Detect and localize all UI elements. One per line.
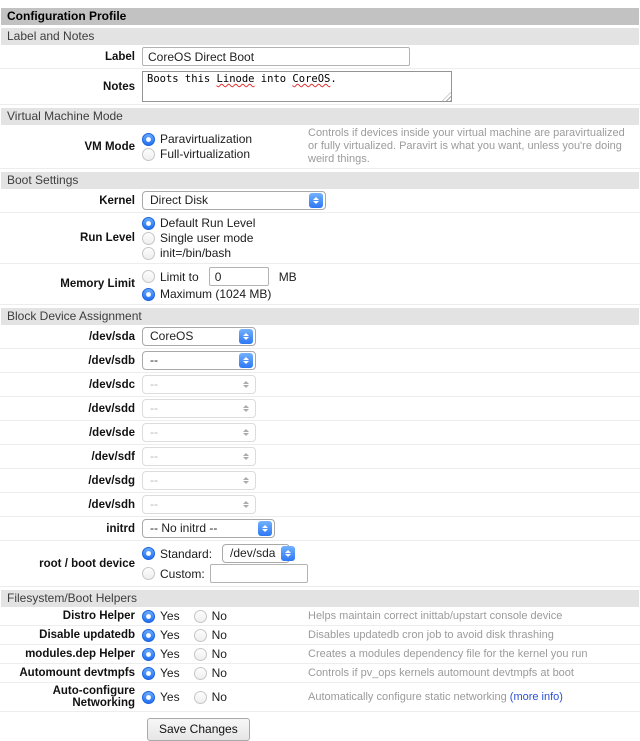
standard-root-radio-option[interactable] (142, 544, 308, 563)
select-value: -- (150, 497, 158, 511)
select-value: -- No initrd -- (150, 521, 218, 535)
helper-help-text: Disables updatedb cron job to avoid disk thrashing (308, 628, 554, 641)
select-stepper-icon (258, 521, 272, 536)
yes-label: Yes (160, 647, 180, 661)
radio-off-icon (194, 610, 207, 623)
section-header-label-and-notes: Label and Notes (1, 28, 639, 45)
vm-mode-help-text: Controls if devices inside your virtual machine are paravirtualized or fully virtualized. Paravirt is what you want, unless you're doing weird things. (308, 127, 625, 165)
no-label: No (211, 647, 227, 661)
root-boot-device-row (0, 541, 640, 587)
radio-on-icon (142, 610, 155, 623)
automount-devtmpfs-row (0, 664, 640, 683)
radio-off-icon (194, 691, 207, 704)
section-header-block-devices: Block Device Assignment (1, 308, 639, 325)
option-label: Default Run Level (160, 216, 256, 230)
option-label: Full-virtualization (160, 147, 251, 161)
full-virtualization-radio-option[interactable] (142, 147, 308, 161)
yes-label: Yes (160, 666, 180, 680)
kernel-label: Kernel (99, 194, 135, 207)
select-stepper-icon (239, 425, 253, 440)
helper-label: Automount devtmpfs (19, 667, 135, 679)
notes-field-label: Notes (103, 80, 135, 93)
radio-off-icon (194, 648, 207, 661)
device-label: /dev/sdb (88, 354, 135, 367)
radio-off-icon (142, 148, 155, 161)
select-stepper-icon (239, 353, 253, 368)
memory-limit-unit: MB (278, 269, 297, 284)
root-boot-device-label: root / boot device (39, 557, 135, 570)
radio-on-icon (142, 288, 155, 301)
disable-updatedb-no-radio[interactable] (194, 628, 227, 642)
modules-dep-helper-row (0, 645, 640, 664)
dev-sdb-row (0, 349, 640, 373)
notes-text: into (254, 73, 293, 85)
kernel-row (0, 189, 640, 213)
dev-sdd-select-disabled (142, 399, 256, 418)
select-stepper-icon (309, 193, 323, 208)
device-label: /dev/sde (88, 426, 135, 439)
no-label: No (211, 666, 227, 680)
limit-to-radio-option[interactable] (142, 267, 297, 286)
helper-help-text: Helps maintain correct inittab/upstart console device (308, 609, 563, 622)
device-label: /dev/sdf (91, 450, 135, 463)
memory-limit-label: Memory Limit (60, 278, 135, 290)
automount-devtmpfs-no-radio[interactable] (194, 666, 227, 680)
radio-on-icon (142, 667, 155, 680)
modules-dep-no-radio[interactable] (194, 647, 227, 661)
custom-root-device-input[interactable] (210, 564, 308, 583)
device-label: /dev/sdg (88, 474, 135, 487)
radio-off-icon (142, 270, 155, 283)
dev-sdb-select[interactable] (142, 351, 256, 370)
dev-sdd-row (0, 397, 640, 421)
option-label: Limit to (160, 269, 199, 284)
select-value: -- (150, 473, 158, 487)
dev-sdc-row (0, 373, 640, 397)
single-user-mode-radio-option[interactable] (142, 231, 255, 245)
dev-sdh-select-disabled (142, 495, 256, 514)
disable-updatedb-yes-radio[interactable] (142, 628, 180, 642)
yes-label: Yes (160, 609, 180, 623)
option-label: Standard: (160, 546, 213, 561)
select-stepper-icon (239, 497, 253, 512)
save-changes-button[interactable]: Save Changes (147, 718, 250, 741)
dev-sdg-select-disabled (142, 471, 256, 490)
radio-on-icon (142, 691, 155, 704)
standard-root-device-select[interactable] (222, 544, 290, 563)
helper-help-text: Creates a modules dependency file for the kernel you run (308, 647, 588, 660)
option-label: init=/bin/bash (160, 246, 232, 260)
section-header-boot-settings: Boot Settings (1, 172, 639, 189)
select-value: Direct Disk (150, 193, 209, 207)
option-label: Paravirtualization (160, 132, 253, 146)
option-label: Custom: (160, 566, 205, 581)
auto-configure-networking-no-radio[interactable] (194, 690, 227, 704)
select-stepper-icon (239, 449, 253, 464)
dev-sda-select[interactable] (142, 327, 256, 346)
vm-mode-row (0, 125, 640, 169)
custom-root-radio-option[interactable] (142, 564, 308, 583)
device-label: /dev/sdh (88, 498, 135, 511)
memory-limit-row (0, 264, 640, 305)
device-label: /dev/sdc (88, 378, 135, 391)
select-value: -- (150, 401, 158, 415)
dev-sdg-row (0, 469, 640, 493)
more-info-link[interactable]: (more info) (509, 690, 563, 703)
dev-sda-row (0, 325, 640, 349)
vm-mode-label: VM Mode (84, 140, 135, 153)
helper-label: modules.dep Helper (25, 648, 135, 660)
helper-label: Distro Helper (62, 610, 135, 622)
run-level-label: Run Level (80, 232, 135, 244)
helper-label: Disable updatedb (39, 629, 135, 641)
select-value: -- (150, 425, 158, 439)
select-value: /dev/sda (230, 546, 276, 560)
dev-sde-row (0, 421, 640, 445)
select-value: -- (150, 377, 158, 391)
notes-textarea[interactable] (142, 71, 452, 102)
page-title: Configuration Profile (1, 8, 639, 25)
no-label: No (211, 609, 227, 623)
radio-off-icon (142, 232, 155, 245)
label-field-label: Label (104, 50, 135, 63)
notes-row (0, 69, 640, 105)
select-stepper-icon (239, 401, 253, 416)
radio-on-icon (142, 648, 155, 661)
label-input[interactable] (142, 47, 410, 66)
yes-label: Yes (160, 628, 180, 642)
radio-on-icon (142, 217, 155, 230)
dev-sdf-row (0, 445, 640, 469)
yes-label: Yes (160, 690, 180, 704)
helper-label: Auto-configure Networking (52, 685, 135, 709)
helper-help-text: Controls if pv_ops kernels automount devtmpfs at boot (308, 666, 574, 679)
helper-help-text (308, 691, 640, 704)
disable-updatedb-row (0, 626, 640, 645)
no-label: No (211, 690, 227, 704)
notes-text: Boots this (147, 73, 217, 85)
radio-off-icon (142, 567, 155, 580)
select-stepper-icon (281, 546, 295, 561)
dev-sdh-row (0, 493, 640, 517)
radio-off-icon (194, 629, 207, 642)
distro-helper-row (0, 607, 640, 626)
dev-sde-select-disabled (142, 423, 256, 442)
misspelled-word: Linode (216, 73, 255, 85)
select-value: -- (150, 353, 158, 367)
initrd-row (0, 517, 640, 541)
section-header-vm-mode: Virtual Machine Mode (1, 108, 639, 125)
memory-limit-input[interactable] (209, 267, 269, 286)
radio-on-icon (142, 133, 155, 146)
select-value: -- (150, 449, 158, 463)
initrd-label: initrd (106, 522, 135, 535)
option-label: Single user mode (160, 231, 254, 245)
help-text: Automatically configure static networking (308, 690, 507, 703)
option-label: Maximum (1024 MB) (160, 287, 272, 301)
radio-off-icon (194, 667, 207, 680)
dev-sdc-select-disabled (142, 375, 256, 394)
radio-on-icon (142, 547, 155, 560)
save-row (0, 712, 640, 741)
device-label: /dev/sdd (88, 402, 135, 415)
radio-on-icon (142, 629, 155, 642)
modules-dep-yes-radio[interactable] (142, 647, 180, 661)
section-header-helpers: Filesystem/Boot Helpers (1, 590, 639, 607)
auto-configure-networking-row (0, 683, 640, 712)
label-row (0, 45, 640, 69)
device-label: /dev/sda (88, 330, 135, 343)
notes-text: . (330, 73, 337, 85)
default-run-level-radio-option[interactable] (142, 216, 255, 230)
dev-sdf-select-disabled (142, 447, 256, 466)
distro-helper-yes-radio[interactable] (142, 609, 180, 623)
kernel-select[interactable] (142, 191, 326, 210)
initrd-select[interactable] (142, 519, 275, 538)
init-bin-bash-radio-option[interactable] (142, 246, 255, 260)
select-stepper-icon (239, 329, 253, 344)
automount-devtmpfs-yes-radio[interactable] (142, 666, 180, 680)
select-value: CoreOS (150, 329, 194, 343)
misspelled-word: CoreOS (292, 73, 331, 85)
select-stepper-icon (239, 377, 253, 392)
maximum-memory-radio-option[interactable] (142, 287, 297, 301)
radio-off-icon (142, 247, 155, 260)
select-stepper-icon (239, 473, 253, 488)
no-label: No (211, 628, 227, 642)
paravirtualization-radio-option[interactable] (142, 132, 308, 146)
auto-configure-networking-yes-radio[interactable] (142, 690, 180, 704)
distro-helper-no-radio[interactable] (194, 609, 227, 623)
run-level-row (0, 213, 640, 264)
